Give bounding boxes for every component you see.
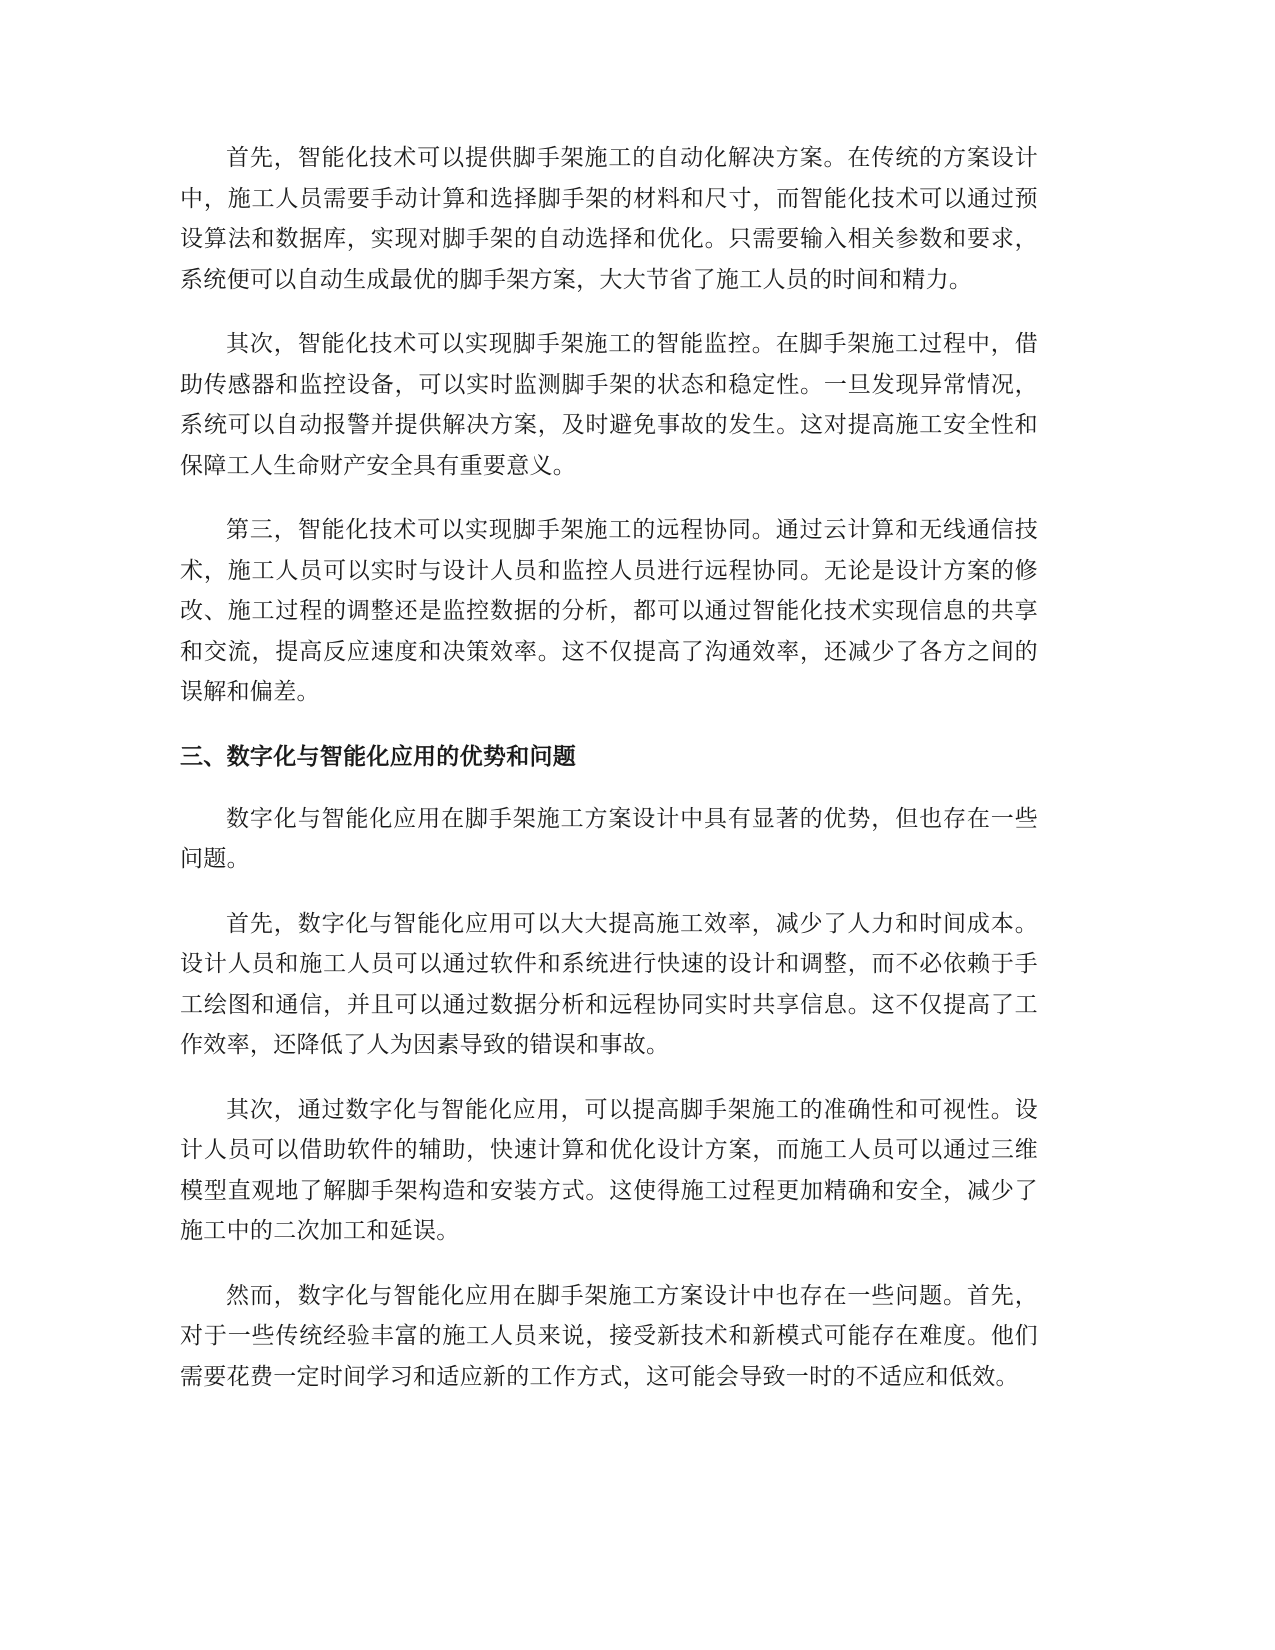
paragraph-problems: 然而，数字化与智能化应用在脚手架施工方案设计中也存在一些问题。首先，对于一些传统经验丰富的施工人员来说，接受新技术和新模式可能存在难度。他们需要花费一定时间学习和适应新的工作方式，这可能会导致一时的不适应和低效。 [180, 1282, 1038, 1390]
paragraph-automation: 首先，智能化技术可以提供脚手架施工的自动化解决方案。在传统的方案设计中，施工人员需要手动计算和选择脚手架的材料和尺寸，而智能化技术可以通过预设算法和数据库，实现对脚手架的自动选择和优化。只需要输入相关参数和要求，系统便可以自动生成最优的脚手架方案，大大节省了施工人员的时间和精力。 [180, 145, 1038, 293]
paragraph-efficiency: 首先，数字化与智能化应用可以大大提高施工效率，减少了人力和时间成本。设计人员和施工人员可以通过软件和系统进行快速的设计和调整，而不必依赖于手工绘图和通信，并且可以通过数据分析和远程协同实时共享信息。这不仅提高了工作效率，还降低了人为因素导致的错误和事故。 [180, 910, 1038, 1058]
paragraph-accuracy: 其次，通过数字化与智能化应用，可以提高脚手架施工的准确性和可视性。设计人员可以借助软件的辅助，快速计算和优化设计方案，而施工人员可以通过三维模型直观地了解脚手架构造和安装方式。这使得施工过程更加精确和安全，减少了施工中的二次加工和延误。 [180, 1096, 1038, 1244]
paragraph-intro: 数字化与智能化应用在脚手架施工方案设计中具有显著的优势，但也存在一些问题。 [180, 805, 1038, 872]
paragraph-monitoring: 其次，智能化技术可以实现脚手架施工的智能监控。在脚手架施工过程中，借助传感器和监控设备，可以实时监测脚手架的状态和稳定性。一旦发现异常情况，系统可以自动报警并提供解决方案，及时避免事故的发生。这对提高施工安全性和保障工人生命财产安全具有重要意义。 [180, 331, 1038, 479]
paragraph-remote-collaboration: 第三，智能化技术可以实现脚手架施工的远程协同。通过云计算和无线通信技术，施工人员可以实时与设计人员和监控人员进行远程协同。无论是设计方案的修改、施工过程的调整还是监控数据的分析，都可以通过智能化技术实现信息的共享和交流，提高反应速度和决策效率。这不仅提高了沟通效率，还减少了各方之间的误解和偏差。 [180, 517, 1038, 705]
section-heading: 三、数字化与智能化应用的优势和问题 [180, 743, 577, 770]
document-page [180, 138, 1038, 1421]
